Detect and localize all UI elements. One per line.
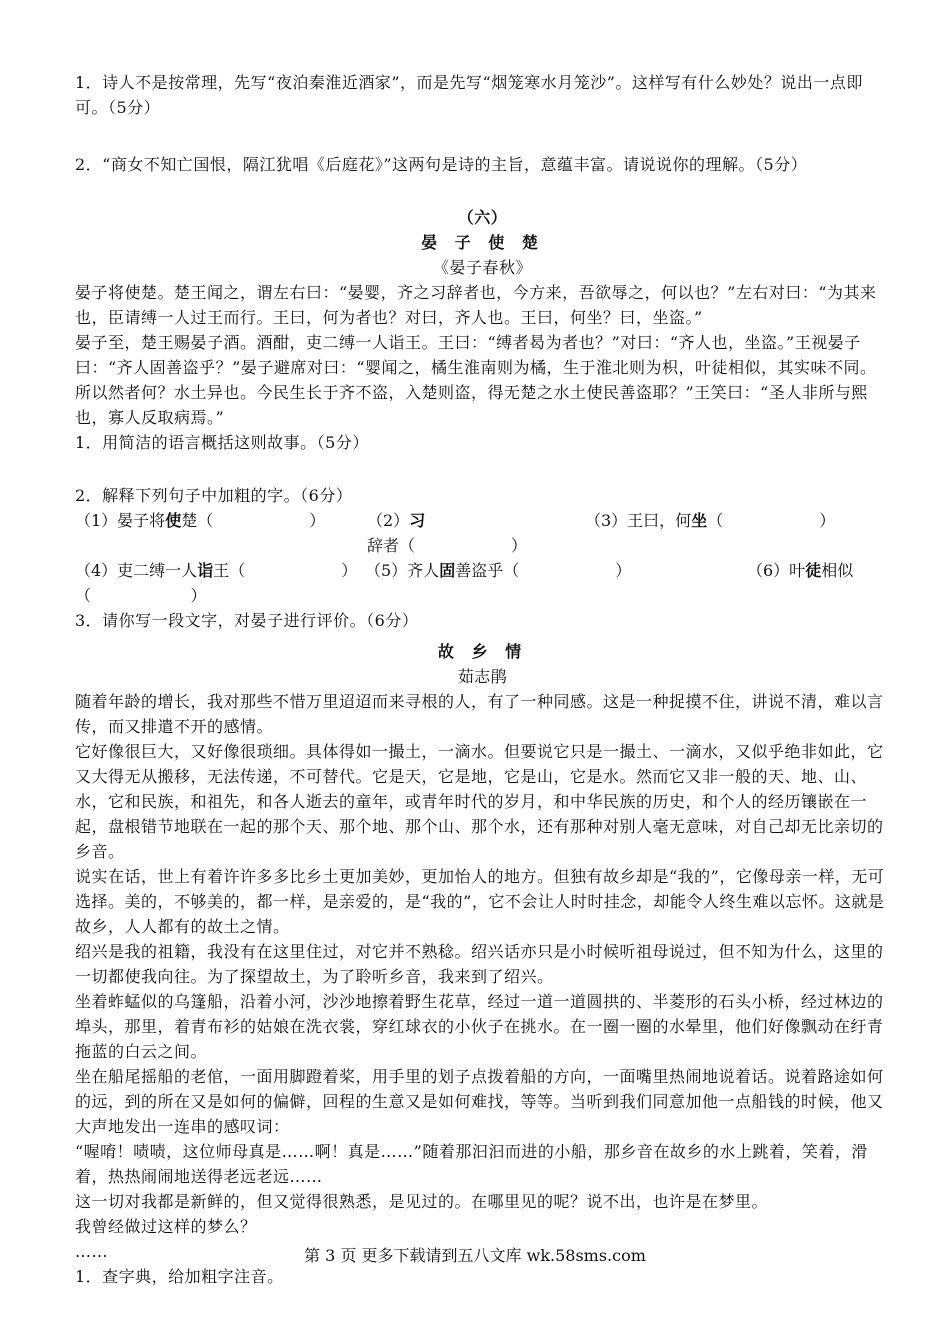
essay-paragraph: 它好像很巨大，又好像很琐细。具体得如一撮土，一滴水。但要说它只是一撮土、一滴水，又似乎绝非如此，它又大得无从搬移，无法传递，不可替代。它是天，它是地，它是山，它是水。然而它又非一般的天、地、山、水，它和民族，和祖先，和各人逝去的童年，或青年时代的岁月，和中华民族的历史，和个人的经历镶嵌在一起，盘根错节地联在一起的那个天、那个地、那个山、那个水，还有那种对别人毫无意味，对自己却无比亲切的乡音。 — [75, 742, 884, 861]
text-source: 《晏子春秋》 — [432, 258, 532, 277]
text-paragraph: 晏子至，楚王赐晏子酒。酒酣，吏二缚一人诣王。王曰：“缚者曷为者也？”对曰：“齐人也，坐盗。”王视晏子曰：“齐人固善盗乎？”晏子避席对曰：“婴闻之，橘生淮南则为橘，生于淮北则为枳，叶徒相似，其实味不同。所以然者何？水土异也。今民生长于齐不盗，入楚则盗，得无楚之水土使民善盗耶？”王笑曰：“圣人非所与熙也，寡人反取病焉。” — [75, 333, 877, 427]
vocab-row-1 — [75, 508, 890, 558]
text-paragraph: 晏子将使楚。楚王闻之，谓左右曰：“晏婴，齐之习辞者也，今方来，吾欲辱之，何以也？”左右对曰：“为其来也，臣请缚一人过王而行。王曰，何为者也？对曰，齐人也。王曰，何坐？曰，坐盗。” — [75, 283, 877, 327]
bold-char: 诣 — [197, 561, 214, 580]
poem-question-2: 2．“商女不知亡国恨，隔江犹唱《后庭花》”这两句是诗的主旨，意蕴丰富。请说说你的理解。（5分） — [75, 155, 808, 174]
essay-paragraph: 随着年龄的增长，我对那些不惜万里迢迢而来寻根的人，有了一种同感。这是一种捉摸不住，讲说不清，难以言传，而又排遣不开的感情。 — [75, 692, 884, 736]
vocab-item-2: （2）习辞者（ ） — [367, 511, 528, 555]
essay-paragraph: 坐在船尾摇船的老倌，一面用脚蹬着桨，用手里的划子点拨着船的方向，一面嘴里热闹地说着话。说着路途如何的远，到的所在又是如何的偏僻，回程的生意又是如何难找，等等。当听到我们同意加他一点船钱的时候，他又大声地发出一连串的感叹词： — [75, 1067, 884, 1136]
bold-char: 使 — [165, 511, 182, 530]
essay-title: 故 乡 情 — [437, 642, 528, 661]
question-2: 2．解释下列句子中加粗的字。（6分） — [75, 486, 353, 505]
vocab-row-2 — [75, 558, 890, 583]
bold-char: 习 — [409, 511, 426, 530]
document-body — [75, 70, 890, 1289]
vocab-item-6-blank: （ ） — [75, 586, 208, 605]
question-3: 3．请你写一段文字，对晏子进行评价。（6分） — [75, 611, 419, 630]
essay-paragraph: 坐着蚱蜢似的乌篷船，沿着小河，沙沙地擦着野生花草，经过一道一道圆拱的、半菱形的石头小桥，经过林边的埠头，那里，着青布衫的姑娘在洗衣裳，穿红球衣的小伙子在挑水。在一圈一圈的水晕里，他们好像飘动在纡青拖蓝的白云之间。 — [75, 992, 884, 1061]
vocab-item-3: （3）王曰，何坐（ ） — [585, 511, 836, 530]
essay-question-1: 1．查字典，给加粗字注音。 — [75, 1267, 284, 1286]
page-footer: 第 3 页 更多下载请到五八文库 wk.58sms.com — [304, 1246, 646, 1265]
essay-paragraph: 这一切对我都是新鲜的，但又觉得很熟悉，是见过的。在哪里见的呢？说不出，也许是在梦里。 — [75, 1192, 769, 1211]
essay-paragraph: 绍兴是我的祖籍，我没有在这里住过，对它并不熟稔。绍兴话亦只是小时候听祖母说过，但不知为什么，这里的一切都使我向往。为了探望故土，为了聆听乡音，我来到了绍兴。 — [75, 942, 884, 986]
essay-paragraph: 说实在话，世上有着许许多多比乡土更加美妙，更加怡人的地方。但独有故乡却是“我的”，它像母亲一样，无可选择。美的，不够美的，都一样，是亲爱的，是“我的”，它不会让人时时挂念，却能令人终生难以忘怀。这就是故乡，人人都有的故土之情。 — [75, 867, 885, 936]
vocab-item-1: （1）晏子将使楚（ ） — [75, 511, 326, 530]
vocab-item-6: （6）叶徒相似 — [747, 561, 854, 580]
vocab-item-4: （4）吏二缚一人诣王（ ） — [75, 561, 358, 580]
bold-char: 固 — [439, 561, 456, 580]
bold-char: 徒 — [805, 561, 822, 580]
question-1: 1．用简洁的语言概括这则故事。（5分） — [75, 433, 369, 452]
essay-paragraph: “喔唷！啧啧，这位师母真是……啊！真是……”随着那汩汩而进的小船，那乡音在故乡的水上跳着，笑着，滑着，热热闹闹地送得老远老远…… — [75, 1142, 868, 1186]
section-number: （六） — [457, 208, 508, 227]
essay-ellipsis: …… — [75, 1242, 108, 1261]
bold-char: 坐 — [691, 511, 708, 530]
poem-question-1: 1．诗人不是按常理，先写“夜泊秦淮近酒家”，而是先写“烟笼寒水月笼沙”。这样写有什么妙处？说出一点即可。（5分） — [75, 73, 863, 117]
essay-paragraph: 我曾经做过这样的梦么？ — [75, 1217, 257, 1236]
text-title: 晏 子 使 楚 — [421, 233, 544, 252]
vocab-item-5: （5）齐人固善盗乎（ ） — [365, 561, 632, 580]
essay-author: 茹志鹃 — [457, 667, 508, 686]
